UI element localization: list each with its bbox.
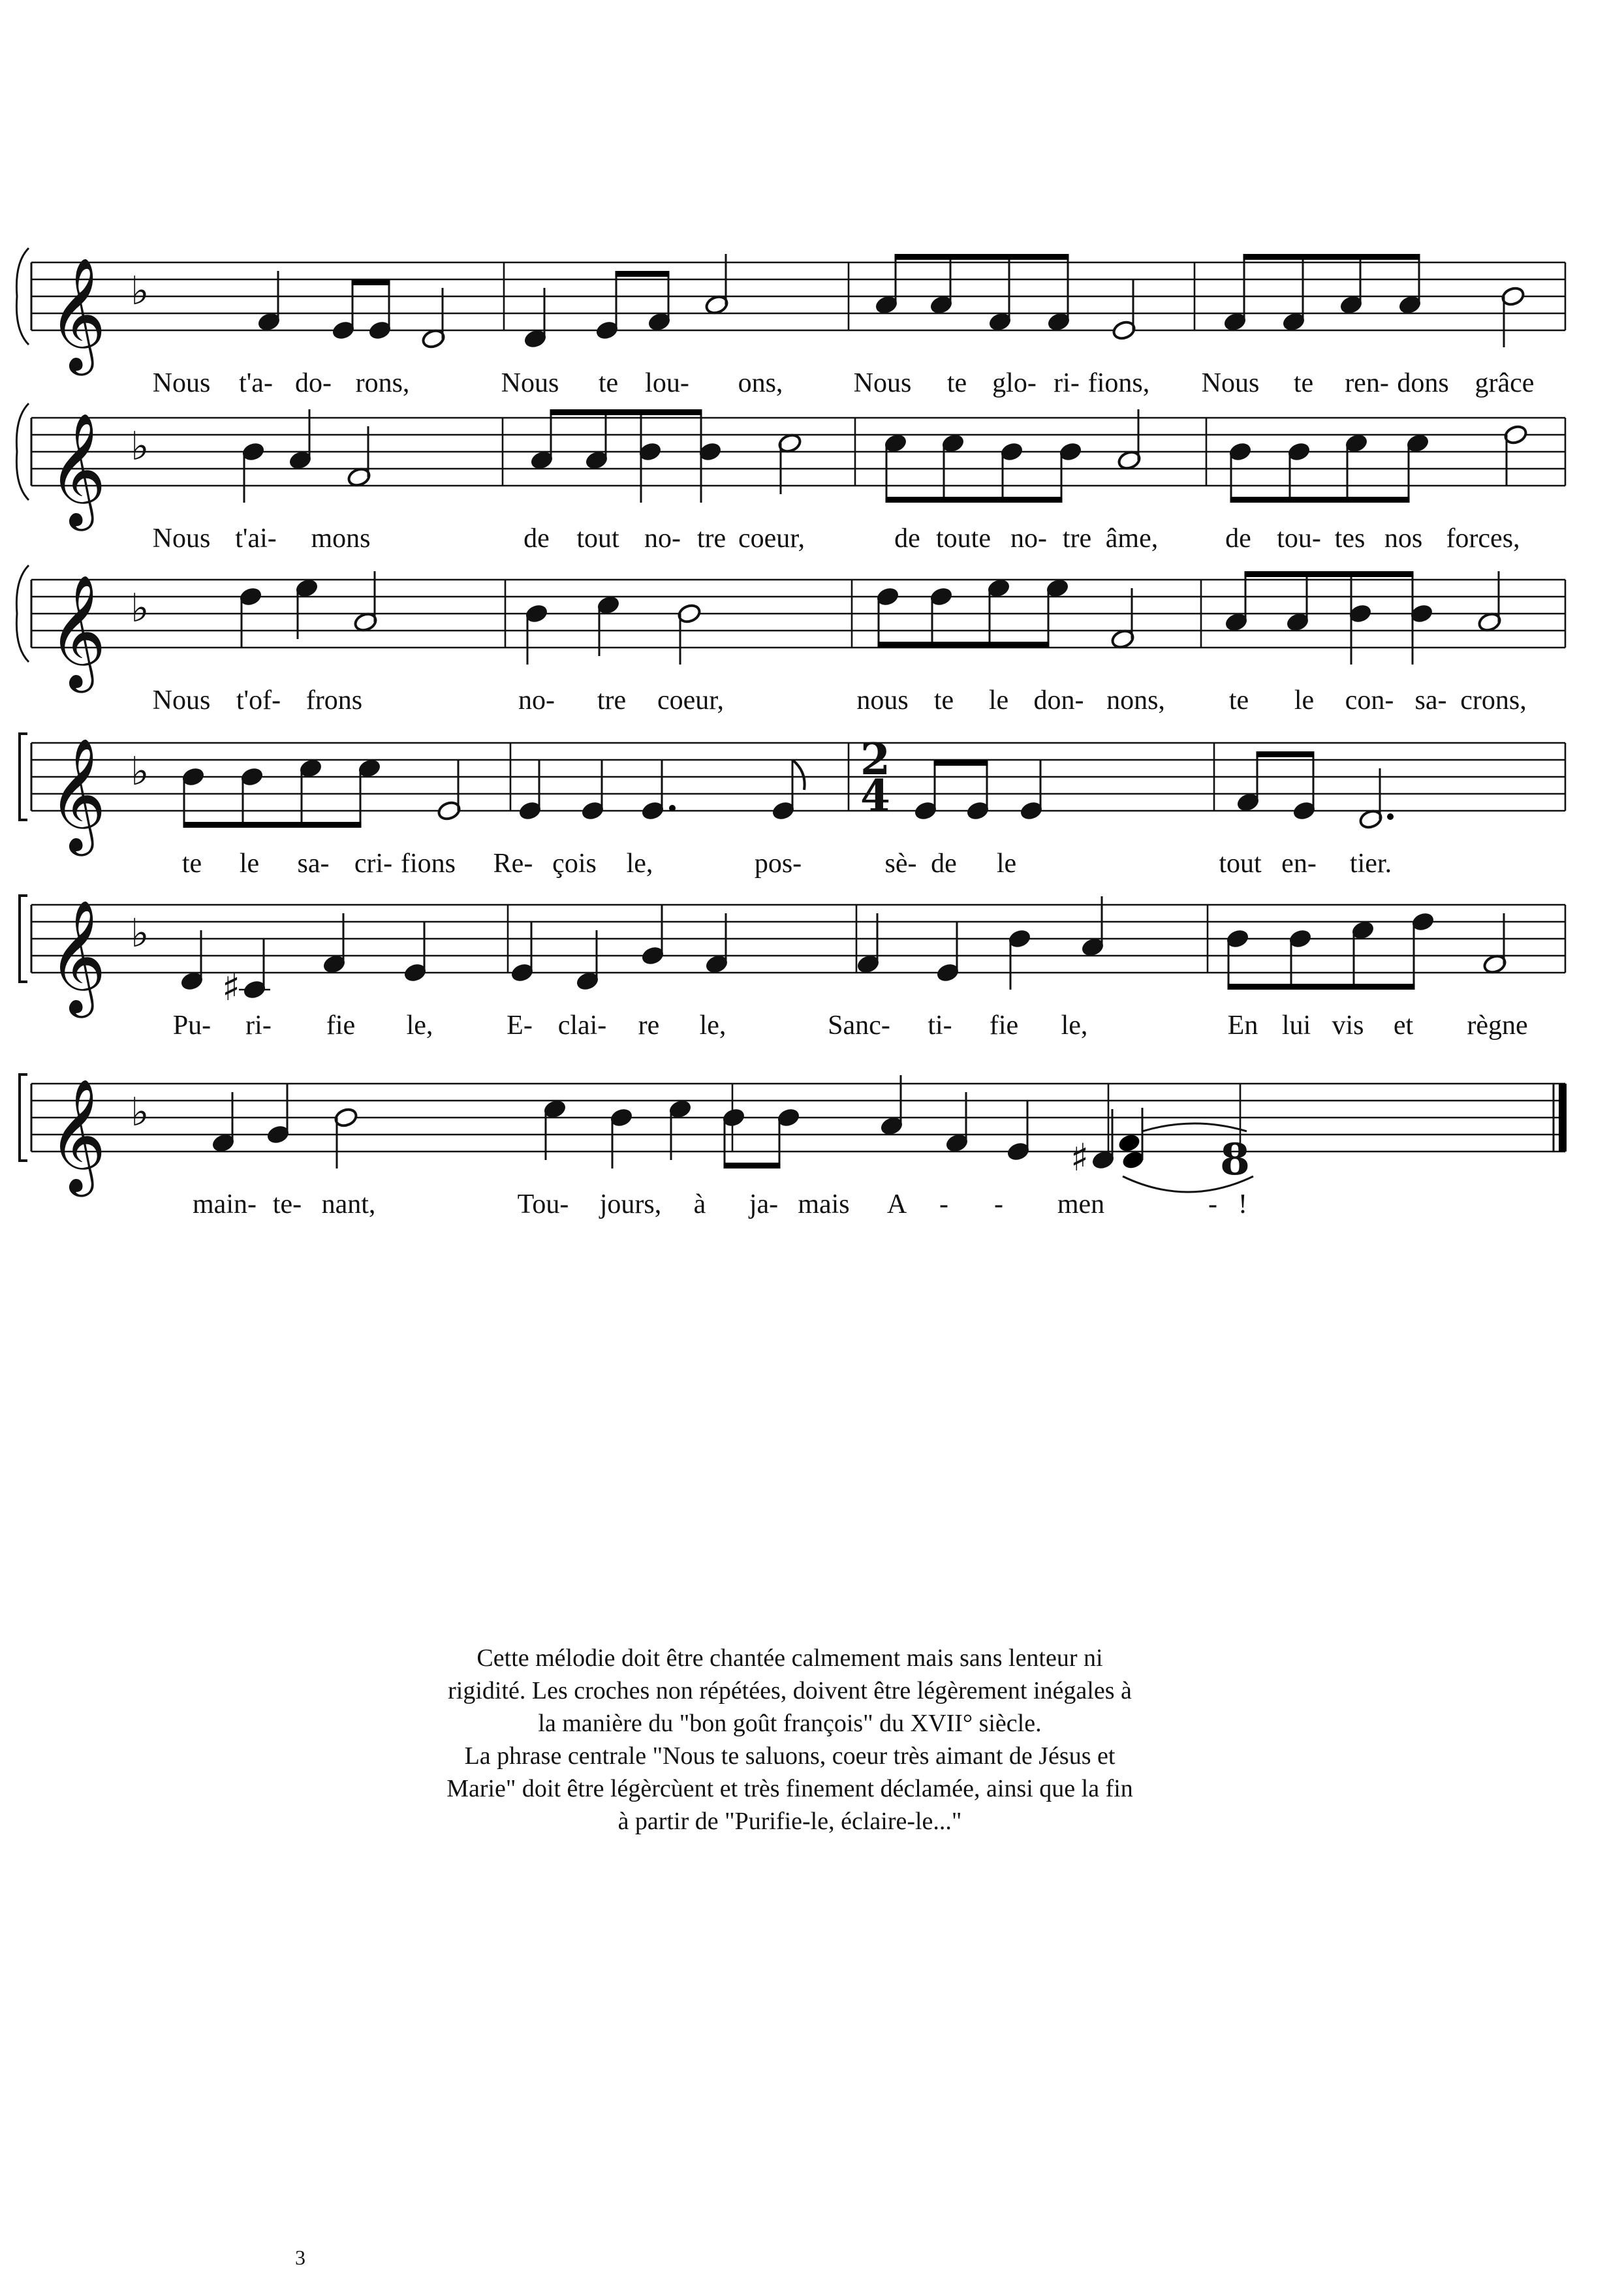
treble-clef-icon: 𝄞 [48,900,106,1013]
lyric-syllable: tout [1219,849,1262,879]
lyric-syllable: de [894,524,920,554]
lyric-syllable: clai- [557,1011,607,1041]
system-bracket [20,896,27,982]
treble-clef-icon: 𝄞 [48,1078,106,1192]
lyric-syllable: jours, [599,1189,662,1219]
lyric-syllable: le, [406,1011,433,1041]
lyric-syllable: Nous [152,524,211,554]
lyric-syllable: nons, [1106,685,1165,715]
lyric-syllable: nant, [321,1189,376,1219]
lyric-syllable: sa- [297,849,330,879]
lyric-syllable: main- [193,1189,257,1219]
time-signature-top: 2 [860,734,890,785]
lyric-syllable: te- [272,1189,302,1219]
beam [1230,497,1410,503]
beam [724,1163,781,1169]
lyric-syllable: le [996,849,1017,879]
lyric-syllable: Re- [493,849,533,879]
lyric-syllable: Pu- [172,1011,211,1041]
instruction-line: Marie" doit être légèrcùent et très finement déclamée, ainsi que la fin [446,1775,1133,1802]
lyric-syllable: toute [936,524,991,554]
lyric-syllable: de [523,524,550,554]
lyric-syllable: coeur, [738,524,805,554]
flat-icon: ♭ [131,911,149,956]
lyric-syllable: grâce [1475,368,1535,398]
lyric-syllable: Nous [1201,368,1260,398]
flat-icon: ♭ [131,268,149,314]
lyric-syllable: fions, [1087,368,1150,398]
lyric-syllable: t'a- [239,368,273,398]
lyric-syllable: ri- [1054,368,1080,398]
lyric-syllable: nous [856,685,909,715]
system-bracket [20,1074,27,1161]
chord-figure: 8 [1220,1134,1250,1185]
lyric-syllable: crons, [1460,685,1527,715]
lyric-syllable: tes [1334,524,1366,554]
lyric-syllable: no- [1010,524,1047,554]
flag [792,760,805,790]
lyric-syllable: A [886,1189,907,1219]
dot [669,805,676,811]
lyric-syllable: men [1057,1189,1105,1219]
beam [550,409,702,415]
tie [1142,1123,1247,1131]
lyric-syllable: ti- [928,1011,952,1041]
lyric-syllable: de [1225,524,1251,554]
lyric-syllable: - [994,1189,1003,1219]
flat-icon: ♭ [131,586,149,631]
beam [1243,254,1420,260]
lyric-syllable: et [1393,1011,1414,1041]
treble-clef-icon: 𝄞 [48,257,106,371]
lyric-syllable: ja- [749,1189,779,1219]
lyric-syllable: tre [597,685,627,715]
lyric-syllable: tre [1062,524,1092,554]
lyric-syllable: le, [626,849,653,879]
instruction-line: à partir de "Purifie-le, éclaire-le..." [617,1808,962,1835]
lyric-syllable: tou- [1277,524,1321,554]
sharp-icon: ♯ [222,965,241,1009]
lyric-syllable: Nous [501,368,559,398]
lyric-syllable: en- [1281,849,1317,879]
lyric-syllable: rons, [355,368,410,398]
lyric-syllable: pos- [754,849,802,879]
lyric-syllable: Nous [152,368,211,398]
beam [1257,751,1315,757]
lyric-syllable: Nous [152,685,211,715]
lyric-syllable: lou- [645,368,689,398]
lyric-syllable: règne [1467,1011,1528,1041]
lyric-syllable: te [181,849,202,879]
lyric-syllable: le [1294,685,1315,715]
lyric-syllable: ons, [738,368,783,398]
lyric-syllable: fie [326,1011,356,1041]
lyric-syllable: mons [311,524,371,554]
lyric-syllable: le, [1061,1011,1088,1041]
treble-clef-icon: 𝄞 [48,574,106,688]
lyric-syllable: sè- [884,849,917,879]
lyric-syllable: t'of- [236,685,281,715]
lyric-syllable: cri- [354,849,393,879]
beam [352,279,390,285]
lyric-syllable: con- [1345,685,1394,715]
instruction-line: Cette mélodie doit être chantée calmement mais sans lenteur ni [476,1644,1103,1672]
lyric-syllable: ! [1238,1189,1247,1219]
lyric-syllable: te [946,368,967,398]
beam [183,822,362,828]
lyric-syllable: frons [305,685,363,715]
lyric-syllable: tier. [1349,849,1392,879]
lyric-syllable: coeur, [657,685,725,715]
lyric-syllable: fions [401,849,456,879]
lyric-syllable: t'ai- [235,524,277,554]
lyric-syllable: çois [552,849,597,879]
lyric-syllable: de [931,849,957,879]
beam [886,497,1063,503]
lyric-syllable: do- [295,368,332,398]
final-barline [1559,1084,1567,1152]
sharp-icon: ♯ [1070,1135,1089,1180]
treble-clef-icon: 𝄞 [48,738,106,851]
lyric-syllable: âme, [1105,524,1159,554]
flat-icon: ♭ [131,424,149,469]
lyric-syllable: à [693,1189,706,1219]
instruction-line: la manière du "bon goût françois" du XVII° siècle. [538,1710,1042,1737]
lyric-syllable: te [1293,368,1314,398]
lyric-syllable: glo- [992,368,1037,398]
lyric-syllable: nos [1384,524,1423,554]
beam [878,642,1050,648]
lyric-syllable: tout [576,524,619,554]
page-number: 3 [295,2246,305,2269]
time-signature-bottom: 4 [860,770,890,821]
lyric-syllable: tre [696,524,726,554]
lyric-syllable: Tou- [517,1189,569,1219]
lyric-syllable: te [1228,685,1249,715]
performance-instructions [366,1642,1214,1838]
lyric-syllable: lui [1281,1011,1311,1041]
lyric-syllable: sa- [1414,685,1447,715]
lyric-syllable: En [1227,1011,1258,1041]
beam [934,760,988,766]
lyric-syllable: no- [644,524,681,554]
instruction-line: rigidité. Les croches non répétées, doivent être légèrement inégales à [448,1677,1132,1704]
beam [1245,571,1414,577]
beam [895,254,1069,260]
lyric-syllable: vis [1332,1011,1364,1041]
lyric-syllable: te [933,685,954,715]
flat-icon: ♭ [131,1090,149,1135]
lyric-syllable: - [1208,1189,1217,1219]
lyric-syllable: ren- [1345,368,1389,398]
lyric-syllable: Nous [853,368,912,398]
lyric-syllable: no- [518,685,555,715]
system-bracket [20,734,27,820]
lyric-syllable: te [598,368,619,398]
flat-icon: ♭ [131,749,149,794]
lyric-syllable: le [988,685,1009,715]
lyric-syllable: ri- [245,1011,272,1041]
beam [1228,984,1415,990]
lyric-syllable: E- [507,1011,533,1041]
lyric-syllable: - [939,1189,948,1219]
system-bracket [16,403,29,500]
lyric-syllable: le [239,849,260,879]
instruction-line: La phrase centrale "Nous te saluons, coeur très aimant de Jésus et [464,1742,1116,1770]
lyric-syllable: fie [989,1011,1019,1041]
lyric-syllable: le, [699,1011,726,1041]
system-bracket [16,565,29,662]
system-bracket [16,248,29,345]
lyric-syllable: forces, [1446,524,1520,554]
beam [616,271,670,277]
note-head [1117,1132,1142,1153]
lyric-syllable: re [638,1011,660,1041]
lyric-syllable: don- [1033,685,1084,715]
lyric-syllable: mais [798,1189,850,1219]
dot [1387,813,1394,820]
lyric-syllable: dons [1397,368,1449,398]
lyric-syllable: Sanc- [828,1011,890,1041]
treble-clef-icon: 𝄞 [48,413,106,526]
